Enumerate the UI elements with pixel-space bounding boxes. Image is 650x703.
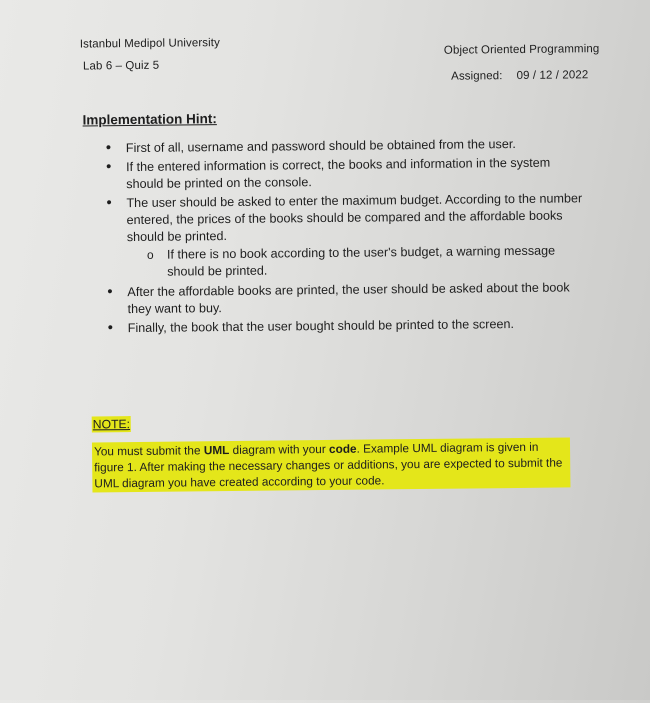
hint-bullet-1: • First of all, username and password should be obtained from the user.: [106, 135, 588, 157]
note-text-part-2: diagram with your: [229, 441, 330, 458]
note-bold-uml: UML: [203, 443, 230, 458]
hint-sub-list: [147, 242, 589, 281]
note-label: NOTE:: [92, 417, 131, 432]
hint-bullet-3-text: The user should be asked to enter the maximum budget. According to the number entered, the prices of the books should be compared and the affordable books should be printed.: [126, 191, 583, 245]
note-bold-code: code: [328, 441, 357, 456]
assigned-date-line: [451, 69, 588, 82]
implementation-hint-title: Implementation Hint:: [82, 111, 217, 128]
university-name: Istanbul Medipol University: [79, 37, 220, 51]
note-section: [92, 411, 571, 492]
note-text-part-1: You must submit the: [93, 443, 204, 459]
hint-sub-bullet: o If there is no book according to the user's budget, a warning message should be printed.: [147, 242, 589, 281]
hint-bullet-4: • After the affordable books are printed, the user should be asked about the book they want to buy.: [107, 279, 589, 318]
hint-list: [106, 135, 590, 339]
course-title: Object Oriented Programming: [443, 43, 600, 57]
note-text-part-3: . Example UML diagram is given in figure 1. After making the necessary changes or additions, you are expected to submit the UML diagram you have created according to your code.: [94, 439, 563, 491]
note-text: [92, 437, 570, 492]
lab-quiz-label: Lab 6 – Quiz 5: [82, 59, 160, 73]
hint-bullet-3: [106, 190, 589, 281]
assigned-label: Assigned:: [451, 70, 503, 83]
hint-bullet-2: • If the entered information is correct, the books and information in the system should be printed on the console.: [106, 154, 588, 193]
hint-bullet-5: • Finally, the book that the user bought should be printed to the screen.: [108, 315, 590, 337]
assigned-date: 09 / 12 / 2022: [516, 69, 589, 82]
